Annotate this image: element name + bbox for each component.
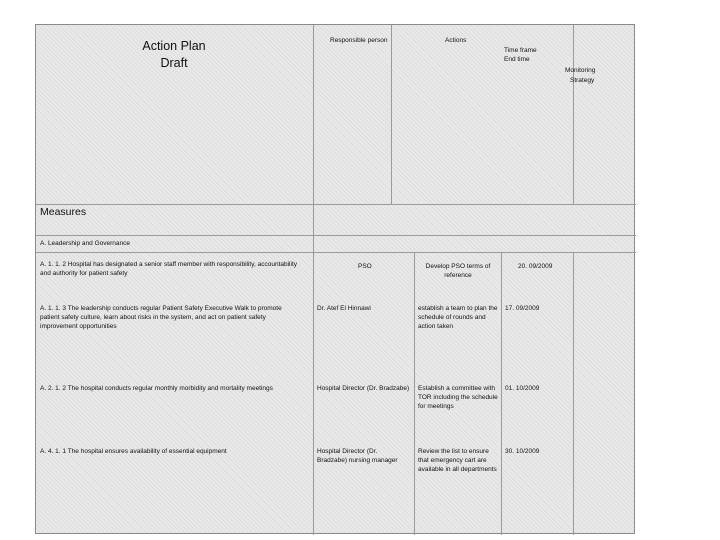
grid-line-row-section [36, 252, 636, 253]
grid-line-row-measures [36, 235, 636, 236]
header-monitoring-strategy [565, 66, 595, 86]
header-time-frame [504, 46, 537, 64]
grid-line-col-4 [573, 25, 574, 204]
measures-label: Measures [40, 206, 87, 218]
header-actions: Actions [445, 37, 467, 44]
row-3-responsible: Hospital Director (Dr. Bradzabe) [317, 385, 410, 392]
grid-line-col-2 [391, 25, 392, 204]
row-4-measure: A. 4. 1. 1 The hospital ensures availability of essential equipment [40, 448, 227, 455]
grid-line-row-header [36, 204, 636, 205]
row-2-action: establish a team to plan the schedule of rounds and action taken [418, 305, 498, 330]
action-plan-sheet [35, 24, 635, 534]
title-line-1: Action Plan [142, 39, 206, 53]
row-3-measure: A. 2. 1. 2 The hospital conducts regular monthly morbidity and mortality meetings [40, 385, 273, 392]
header-monitoring-line-2: Strategy [570, 77, 595, 84]
row-2-responsible: Dr. Atef El Hinnawi [317, 305, 371, 312]
header-responsible-person: Responsible person [330, 37, 388, 44]
row-4-responsible: Hospital Director (Dr. Bradzabe) nursing manager [317, 448, 398, 464]
row-4-action: Review the list to ensure that emergency cart are available in all departments [418, 448, 497, 473]
row-3-end-time: 01. 10/2009 [505, 385, 540, 392]
section-label: A. Leadership and Governance [40, 240, 130, 247]
row-3-action: Establish a committee with TOR including the schedule for meetings [418, 385, 498, 410]
row-1-responsible: PSO [358, 263, 372, 270]
row-2-measure: A. 1. 1. 3 The leadership conducts regular Patient Safety Executive Walk to promote patient safety culture, learn about risks in the system, and act on patient safety improvement opportunities [40, 305, 282, 330]
grid-line-col-3 [501, 252, 502, 535]
grid-line-col-4-lower [573, 252, 574, 535]
header-time-frame-line-1: Time frame [504, 47, 537, 54]
page-title [132, 38, 216, 72]
grid-line-col-1 [313, 25, 314, 535]
row-4-end-time: 30. 10/2009 [505, 448, 540, 455]
header-monitoring-line-1: Monitoring [565, 67, 596, 74]
header-time-frame-line-2: End time [504, 56, 530, 63]
row-1-measure: A. 1. 1. 2 Hospital has designated a senior staff member with responsibility, accountability and authority for patient safety [40, 261, 298, 277]
title-line-2: Draft [160, 56, 188, 70]
grid-line-col-2-lower [414, 252, 415, 535]
row-1-end-time: 20. 09/2009 [518, 263, 553, 270]
row-1-action: Develop PSO terms of reference [425, 263, 491, 279]
row-2-end-time: 17. 09/2009 [505, 305, 540, 312]
